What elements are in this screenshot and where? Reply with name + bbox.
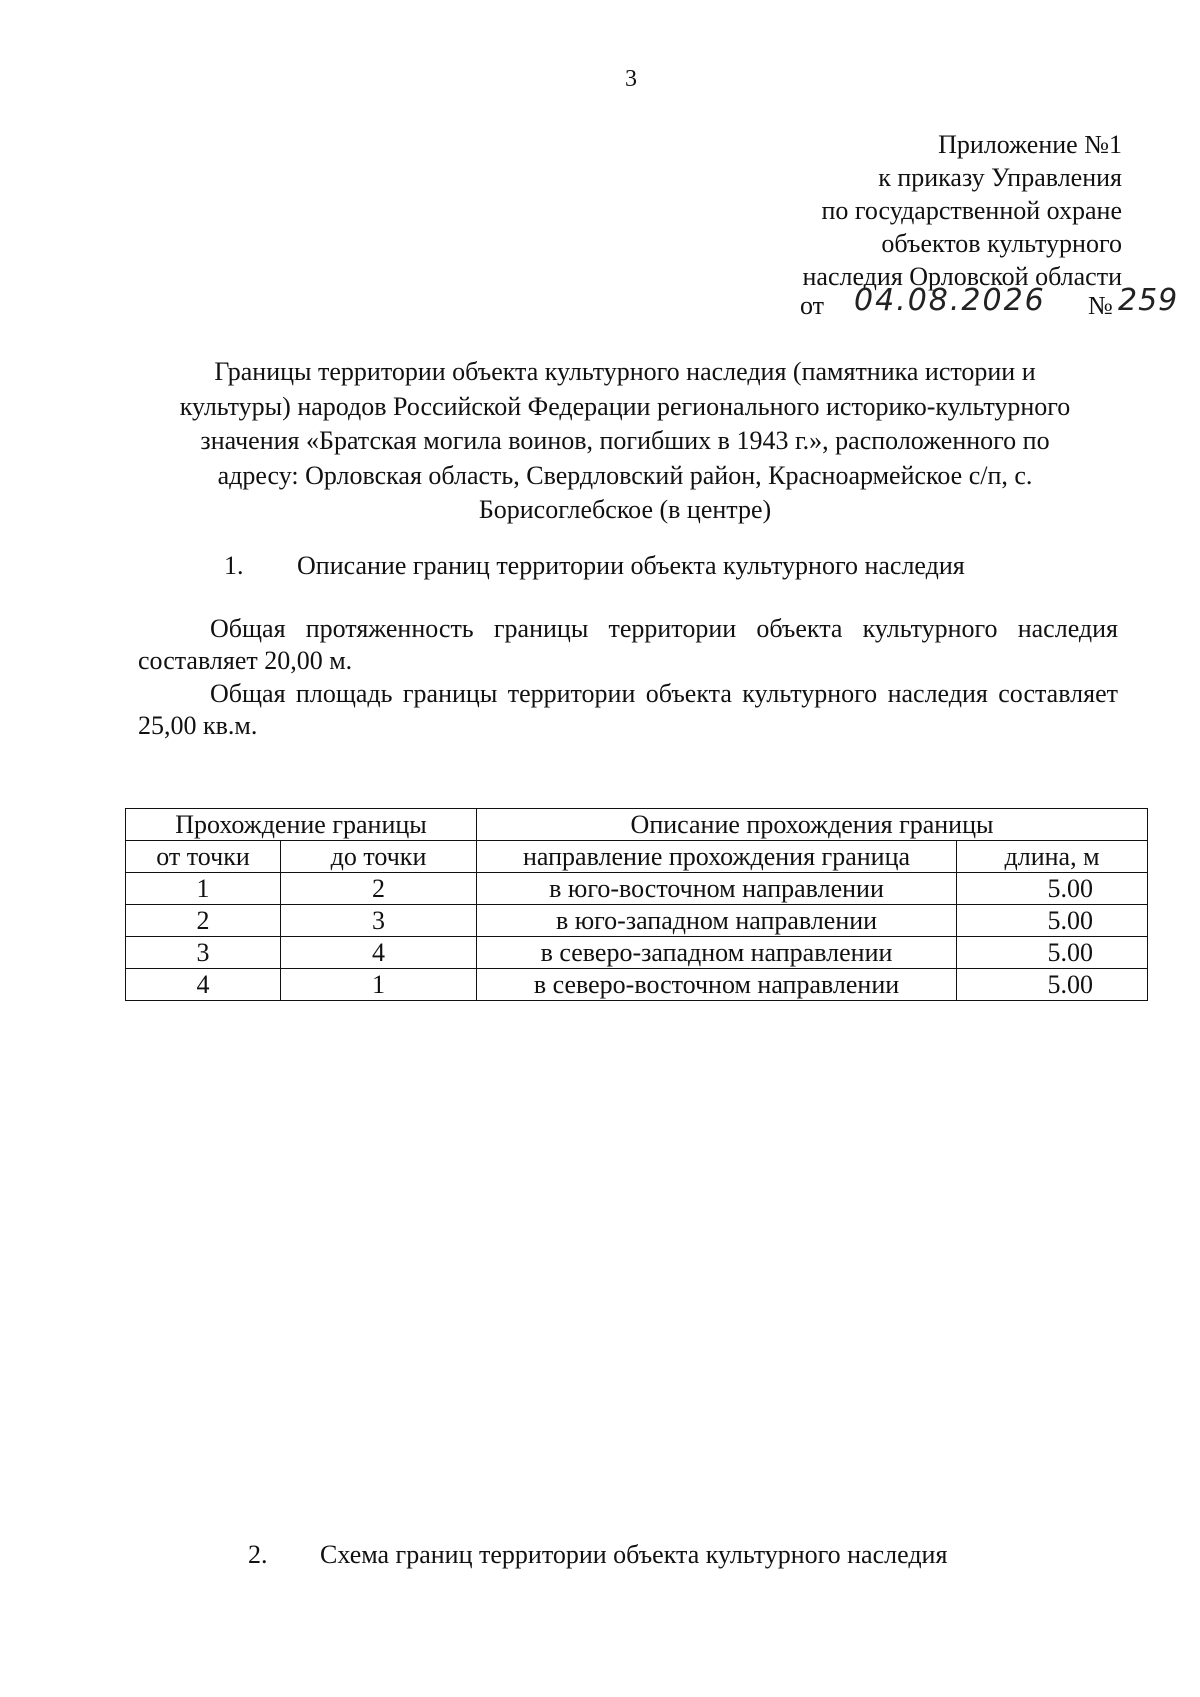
- title-line: значения «Братская могила воинов, погибших в 1943 г.», расположенного по: [200, 426, 1050, 455]
- to-point-cell: 3: [281, 905, 477, 937]
- section-2-heading: [248, 1540, 1148, 1574]
- document-title: [130, 355, 1120, 528]
- direction-cell: в юго-восточном направлении: [477, 873, 957, 905]
- section-title: Схема границ территории объекта культурного наследия: [320, 1540, 948, 1569]
- boundary-length-paragraph: Общая протяженность границы территории объекта культурного наследия составляет 20,00 м.: [138, 614, 1118, 675]
- to-point-cell: 1: [281, 969, 477, 1001]
- from-point-cell: 3: [126, 937, 281, 969]
- column-header: от точки: [126, 841, 281, 873]
- column-header: направление прохождения граница: [477, 841, 957, 873]
- length-cell: 5.00: [957, 873, 1148, 905]
- length-cell: 5.00: [957, 937, 1148, 969]
- title-line: Борисоглебское (в центре): [478, 495, 772, 524]
- table-group-header: Прохождение границы: [126, 809, 477, 841]
- appendix-line: Приложение №1: [938, 130, 1122, 159]
- from-point-cell: 2: [126, 905, 281, 937]
- order-date-number-line: [800, 283, 1180, 327]
- title-line: культуры) народов Российской Федерации регионального историко-культурного: [179, 391, 1071, 421]
- appendix-line: объектов культурного: [881, 229, 1122, 258]
- length-cell: 5.00: [957, 905, 1148, 937]
- table-header-row: [126, 841, 1148, 873]
- direction-cell: в северо-западном направлении: [477, 937, 957, 969]
- table-row: [126, 905, 1148, 937]
- date-prefix: от: [800, 291, 825, 320]
- table-row: [126, 937, 1148, 969]
- section-number: 2.: [248, 1540, 268, 1569]
- table-group-header-row: [126, 809, 1148, 841]
- section-number: 1.: [224, 551, 244, 580]
- appendix-block: [602, 128, 1122, 293]
- table-row: [126, 873, 1148, 905]
- appendix-line: наследия Орловской области: [802, 262, 1122, 291]
- number-prefix: №: [1088, 291, 1113, 320]
- column-header: длина, м: [957, 841, 1148, 873]
- length-cell: 5.00: [957, 969, 1148, 1001]
- handwritten-date: 04.08.2026: [854, 283, 1046, 318]
- appendix-line: к приказу Управления: [878, 163, 1122, 192]
- appendix-line: по государственной охране: [821, 196, 1122, 225]
- direction-cell: в северо-восточном направлении: [477, 969, 957, 1001]
- from-point-cell: 4: [126, 969, 281, 1001]
- page-number: 3: [625, 66, 637, 92]
- to-point-cell: 2: [281, 873, 477, 905]
- column-header: до точки: [281, 841, 477, 873]
- section-title: Описание границ территории объекта культурного наследия: [297, 551, 965, 580]
- to-point-cell: 4: [281, 937, 477, 969]
- section-1-heading: [224, 551, 1124, 585]
- from-point-cell: 1: [126, 873, 281, 905]
- table-row: [126, 969, 1148, 1001]
- title-line: Границы территории объекта культурного наследия (памятника истории и: [214, 357, 1036, 386]
- handwritten-order-number: 259: [1118, 283, 1179, 318]
- boundary-area-paragraph: Общая площадь границы территории объекта культурного наследия составляет 25,00 кв.м.: [138, 679, 1118, 740]
- title-line: адресу: Орловская область, Свердловский район, Красноармейское с/п, с.: [217, 460, 1033, 490]
- direction-cell: в юго-западном направлении: [477, 905, 957, 937]
- table-group-header: Описание прохождения границы: [477, 809, 1148, 841]
- boundary-table: [125, 808, 1148, 1001]
